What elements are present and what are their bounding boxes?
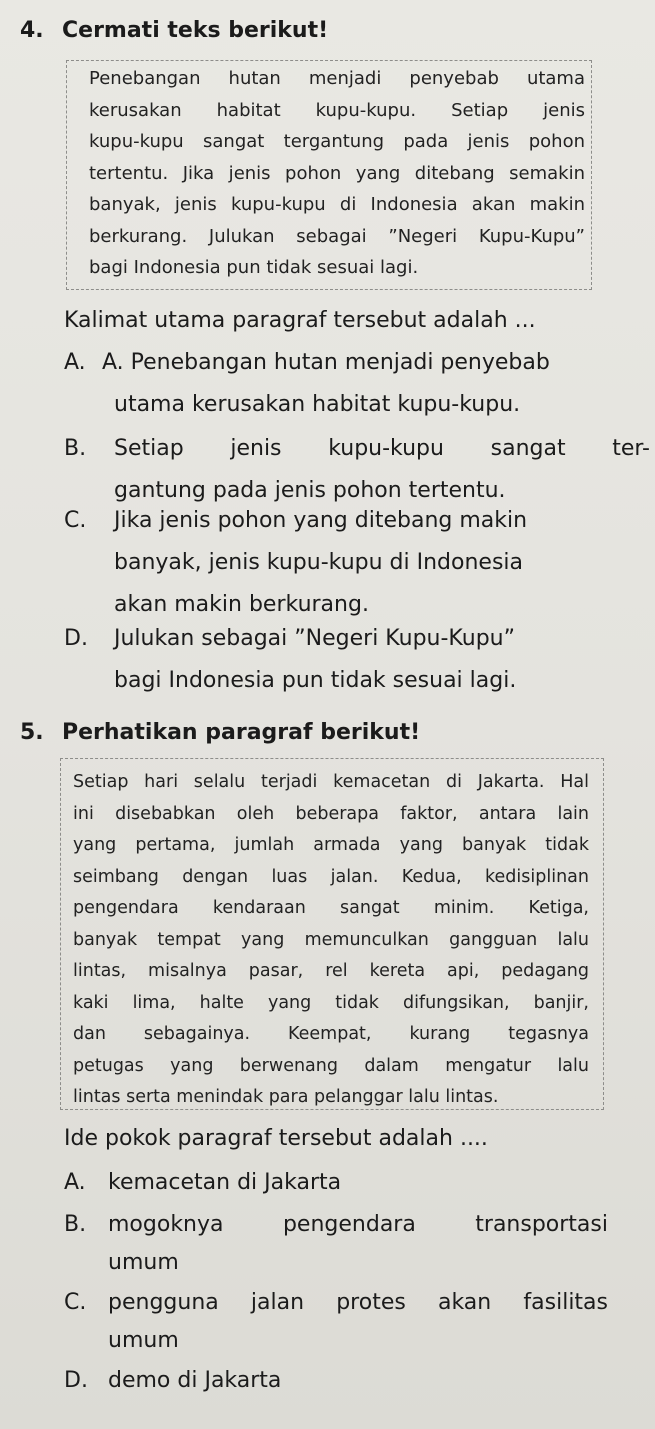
question-5-stem: Ide pokok paragraf tersebut adalah .... <box>64 1126 488 1151</box>
passage-line: yang pertama, jumlah armada yang banyak tidak <box>73 835 589 855</box>
option-text-line: Jika jenis pohon yang ditebang makin <box>114 508 528 533</box>
passage-line: tertentu. Jika jenis pohon yang ditebang semakin <box>89 162 585 184</box>
option-text-line: bagi Indonesia pun tidak sesuai lagi. <box>114 668 517 693</box>
question-4-stem: Kalimat utama paragraf tersebut adalah ... <box>64 308 536 333</box>
option-text-line <box>114 436 650 461</box>
passage-line: banyak, jenis kupu-kupu di Indonesia akan makin <box>89 194 585 215</box>
passage-line: berkurang. Julukan sebagai ”Negeri Kupu-Kupu” <box>89 225 585 247</box>
passage-line: kerusakan habitat kupu-kupu. Setiap jenis <box>89 99 585 121</box>
option-text-line: A. Penebangan hutan menjadi penyebab <box>102 350 550 375</box>
passage-line: banyak tempat yang memunculkan gangguan lalu <box>73 929 589 950</box>
option-text-justified: pengguna jalan protes akan fasilitas <box>108 1290 608 1315</box>
option-text-line: umum <box>108 1328 179 1353</box>
option-text-line <box>108 1212 608 1237</box>
option-text-line: umum <box>108 1250 179 1275</box>
passage-line: Penebangan hutan menjadi penyebab utama <box>89 68 585 89</box>
option-text-line: gantung pada jenis pohon tertentu. <box>114 478 506 503</box>
passage-line: ini disebabkan oleh beberapa faktor, antara lain <box>73 803 589 824</box>
option-letter: A. <box>64 1170 86 1195</box>
option-letter: D. <box>64 626 88 651</box>
passage-line: dan sebagainya. Keempat, kurang tegasnya <box>73 1024 589 1044</box>
passage-line: petugas yang berwenang dalam mengatur lalu <box>73 1055 589 1076</box>
option-letter: A. <box>64 350 86 375</box>
passage-line: kaki lima, halte yang tidak difungsikan, banjir, <box>73 992 589 1013</box>
passage-line: bagi Indonesia pun tidak sesuai lagi. <box>89 257 419 278</box>
question-5-number: 5. <box>20 720 44 745</box>
option-text-line: banyak, jenis kupu-kupu di Indonesia <box>114 550 523 575</box>
passage-line: kupu-kupu sangat tergantung pada jenis pohon <box>89 131 585 152</box>
option-letter: B. <box>64 1212 87 1237</box>
option-text-line: akan makin berkurang. <box>114 592 369 617</box>
passage-line: Setiap hari selalu terjadi kemacetan di Jakarta. Hal <box>73 772 589 792</box>
question-4-instruction: Cermati teks berikut! <box>62 18 329 43</box>
option-letter: C. <box>64 1290 87 1315</box>
option-text-justified: Setiap jenis kupu-kupu sangat ter- <box>114 436 650 461</box>
passage-line: lintas, misalnya pasar, rel kereta api, pedagang <box>73 961 589 981</box>
option-letter: D. <box>64 1368 88 1393</box>
option-text-line: demo di Jakarta <box>108 1368 282 1393</box>
option-text-line <box>108 1290 608 1315</box>
question-5-instruction: Perhatikan paragraf berikut! <box>62 720 421 745</box>
passage-line: lintas serta menindak para pelanggar lalu lintas. <box>73 1087 499 1107</box>
option-text-line: kemacetan di Jakarta <box>108 1170 342 1195</box>
option-letter: B. <box>64 436 87 461</box>
option-letter: C. <box>64 508 87 533</box>
passage-line: pengendara kendaraan sangat minim. Ketiga, <box>73 898 589 918</box>
option-text-line: Julukan sebagai ”Negeri Kupu-Kupu” <box>114 626 515 651</box>
passage-line: seimbang dengan luas jalan. Kedua, kedisiplinan <box>73 866 589 887</box>
question-5-passage <box>60 758 604 1110</box>
option-text-justified: mogoknya pengendara transportasi <box>108 1212 608 1237</box>
question-4-number: 4. <box>20 18 44 43</box>
question-4-passage <box>66 60 592 290</box>
option-text-line: utama kerusakan habitat kupu-kupu. <box>114 392 521 417</box>
